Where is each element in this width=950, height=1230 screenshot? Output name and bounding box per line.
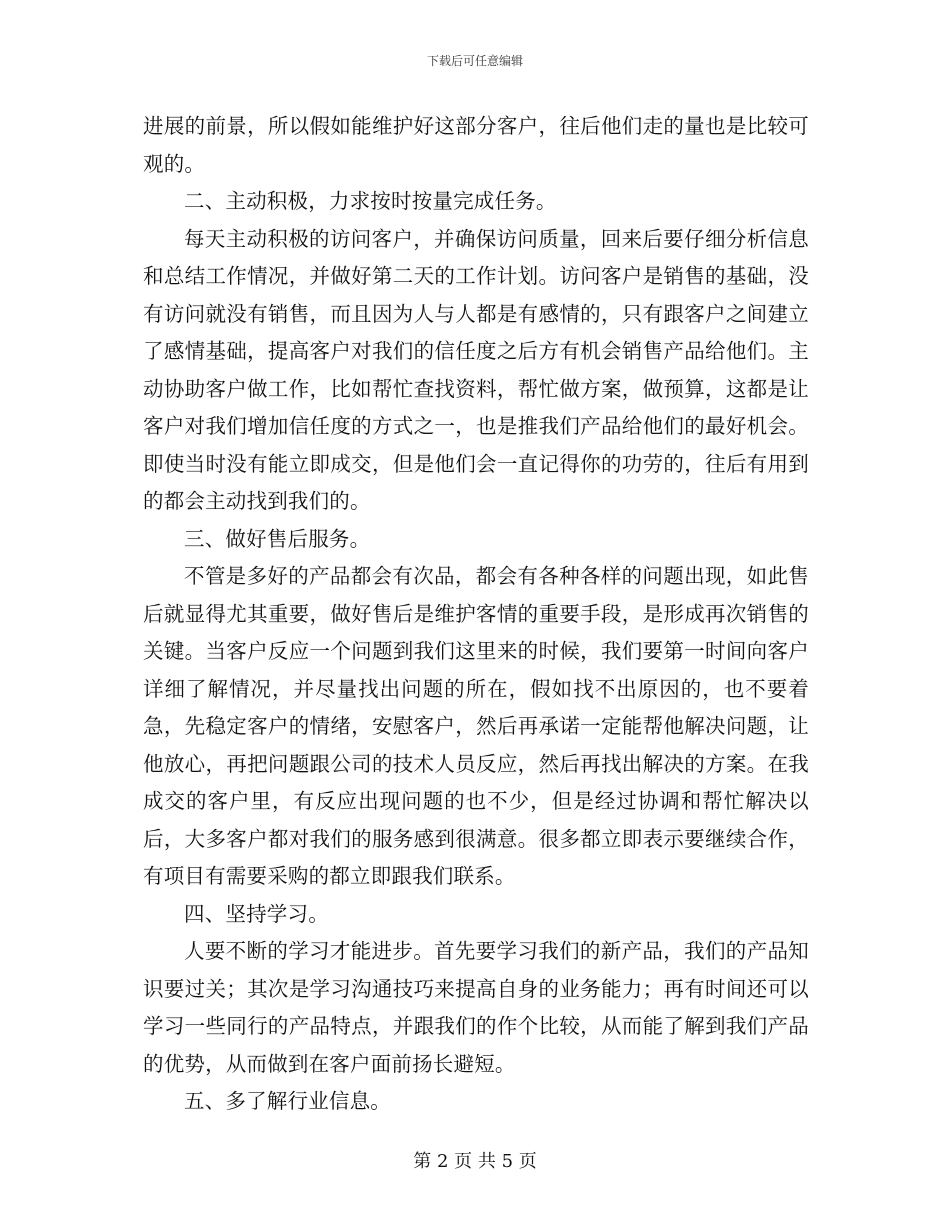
section-heading-4: 四、坚持学习。 — [184, 901, 329, 926]
page-number: 第 2 页 共 5 页 — [413, 1151, 537, 1172]
page-header: 下载后可任意编辑 — [426, 54, 523, 68]
section-heading-2: 二、主动积极，力求按时按量完成任务。 — [184, 189, 557, 213]
paragraph-section-3: 不管是多好的产品都会有次品，都会有各种各样的问题出现，如此售后就显得尤其重要，做好售后是维护客情的重要手段，是形成再次销售的关键。当客户反应一个问题到我们这里来的时候，我们要第一时间向客户详细了解情况，并尽量找出问题的所在，假如找不出原因的，也不要着急，先稳定客户的情绪，安慰客户，然后再承诺一定能帮他解决问题，让他放心，再把问题跟公司的技术人员反应，然后再找出解决的方案。在我成交的客户里，有反应出现问题的也不少，但是经过协调和帮忙解决以后，大多客户都对我们的服务感到很满意。很多都立即表示要继续合作，有项目有需要采购的都立即跟我们联系。 — [143, 564, 809, 888]
paragraph-continuation: 进展的前景，所以假如能维护好这部分客户，往后他们走的量也是比较可观的。 — [143, 114, 809, 176]
paragraph-section-2: 每天主动积极的访问客户，并确保访问质量，回来后要仔细分析信息和总结工作情况，并做好第二天的工作计划。访问客户是销售的基础，没有访问就没有销售，而且因为人与人都是有感情的，只有跟客户之间建立了感情基础，提高客户对我们的信任度之后方有机会销售产品给他们。主动协助客户做工作，比如帮忙查找资料，帮忙做方案，做预算，这都是让客户对我们增加信任度的方式之一，也是推我们产品给他们的最好机会。即使当时没有能立即成交，但是他们会一直记得你的功劳的，往后有用到的都会主动找到我们的。 — [143, 226, 809, 513]
document-body — [143, 108, 809, 1121]
paragraph-section-4: 人要不断的学习才能进步。首先要学习我们的新产品，我们的产品知识要过关；其次是学习沟通技巧来提高自身的业务能力；再有时间还可以学习一些同行的产品特点，并跟我们的作个比较，从而能了解到我们产品的优势，从而做到在客户面前扬长避短。 — [143, 939, 809, 1076]
section-heading-5: 五、多了解行业信息。 — [184, 1089, 391, 1113]
section-heading-3: 三、做好售后服务。 — [184, 526, 371, 551]
